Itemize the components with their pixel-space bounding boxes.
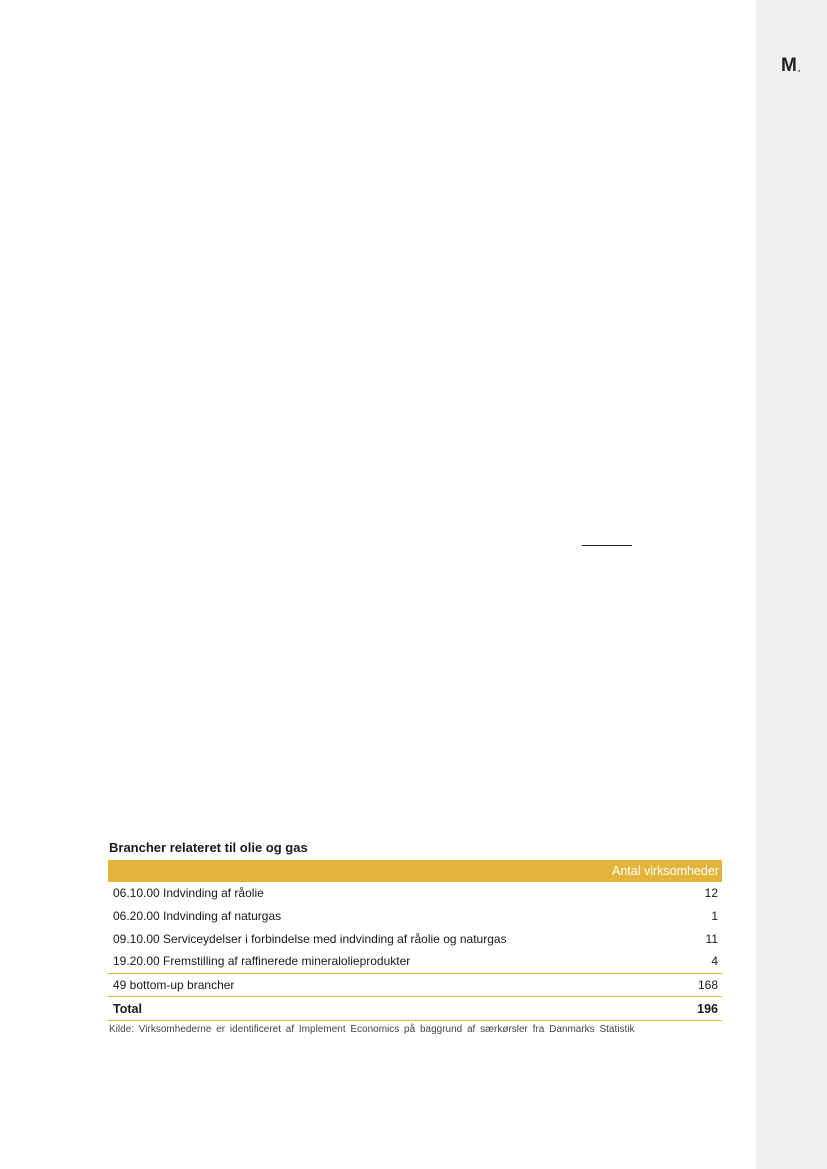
table-title: Brancher relateret til olie og gas — [109, 840, 308, 855]
subtotal-count: 168 — [578, 973, 722, 997]
table-header-row — [108, 860, 722, 882]
footnote-rule — [582, 545, 632, 546]
subtotal-label: 49 bottom-up brancher — [108, 973, 578, 997]
row-count: 11 — [705, 931, 718, 946]
subtotal-row — [108, 973, 722, 997]
source-note: Kilde: Virksomhederne er identificeret af Implement Economics på baggrund af særkørsler fra Danmarks Statistik — [109, 1024, 635, 1035]
brand-logo: M — [781, 55, 796, 76]
right-margin-bar — [756, 0, 827, 1169]
header-label — [108, 860, 578, 882]
header-count: Antal virksomheder — [578, 860, 722, 882]
table-row — [108, 950, 722, 973]
row-label: 09.10.00 Serviceydelser i forbindelse med indvinding af råolie og naturgas — [113, 931, 507, 946]
total-label: Total — [108, 997, 578, 1021]
row-label: 19.20.00 Fremstilling af raffinerede mineralolieprodukter — [113, 954, 411, 969]
row-label: 06.10.00 Indvinding af råolie — [113, 886, 264, 901]
total-row — [108, 997, 722, 1021]
row-count: 1 — [711, 909, 718, 924]
row-count: 4 — [711, 954, 718, 969]
total-count: 196 — [578, 997, 722, 1021]
table-row — [108, 927, 722, 950]
logo-dot — [798, 70, 800, 72]
row-count: 12 — [704, 886, 718, 901]
table-row — [108, 905, 722, 928]
table-row — [108, 882, 722, 905]
industry-table — [108, 860, 722, 1021]
row-label: 06.20.00 Indvinding af naturgas — [113, 909, 282, 924]
